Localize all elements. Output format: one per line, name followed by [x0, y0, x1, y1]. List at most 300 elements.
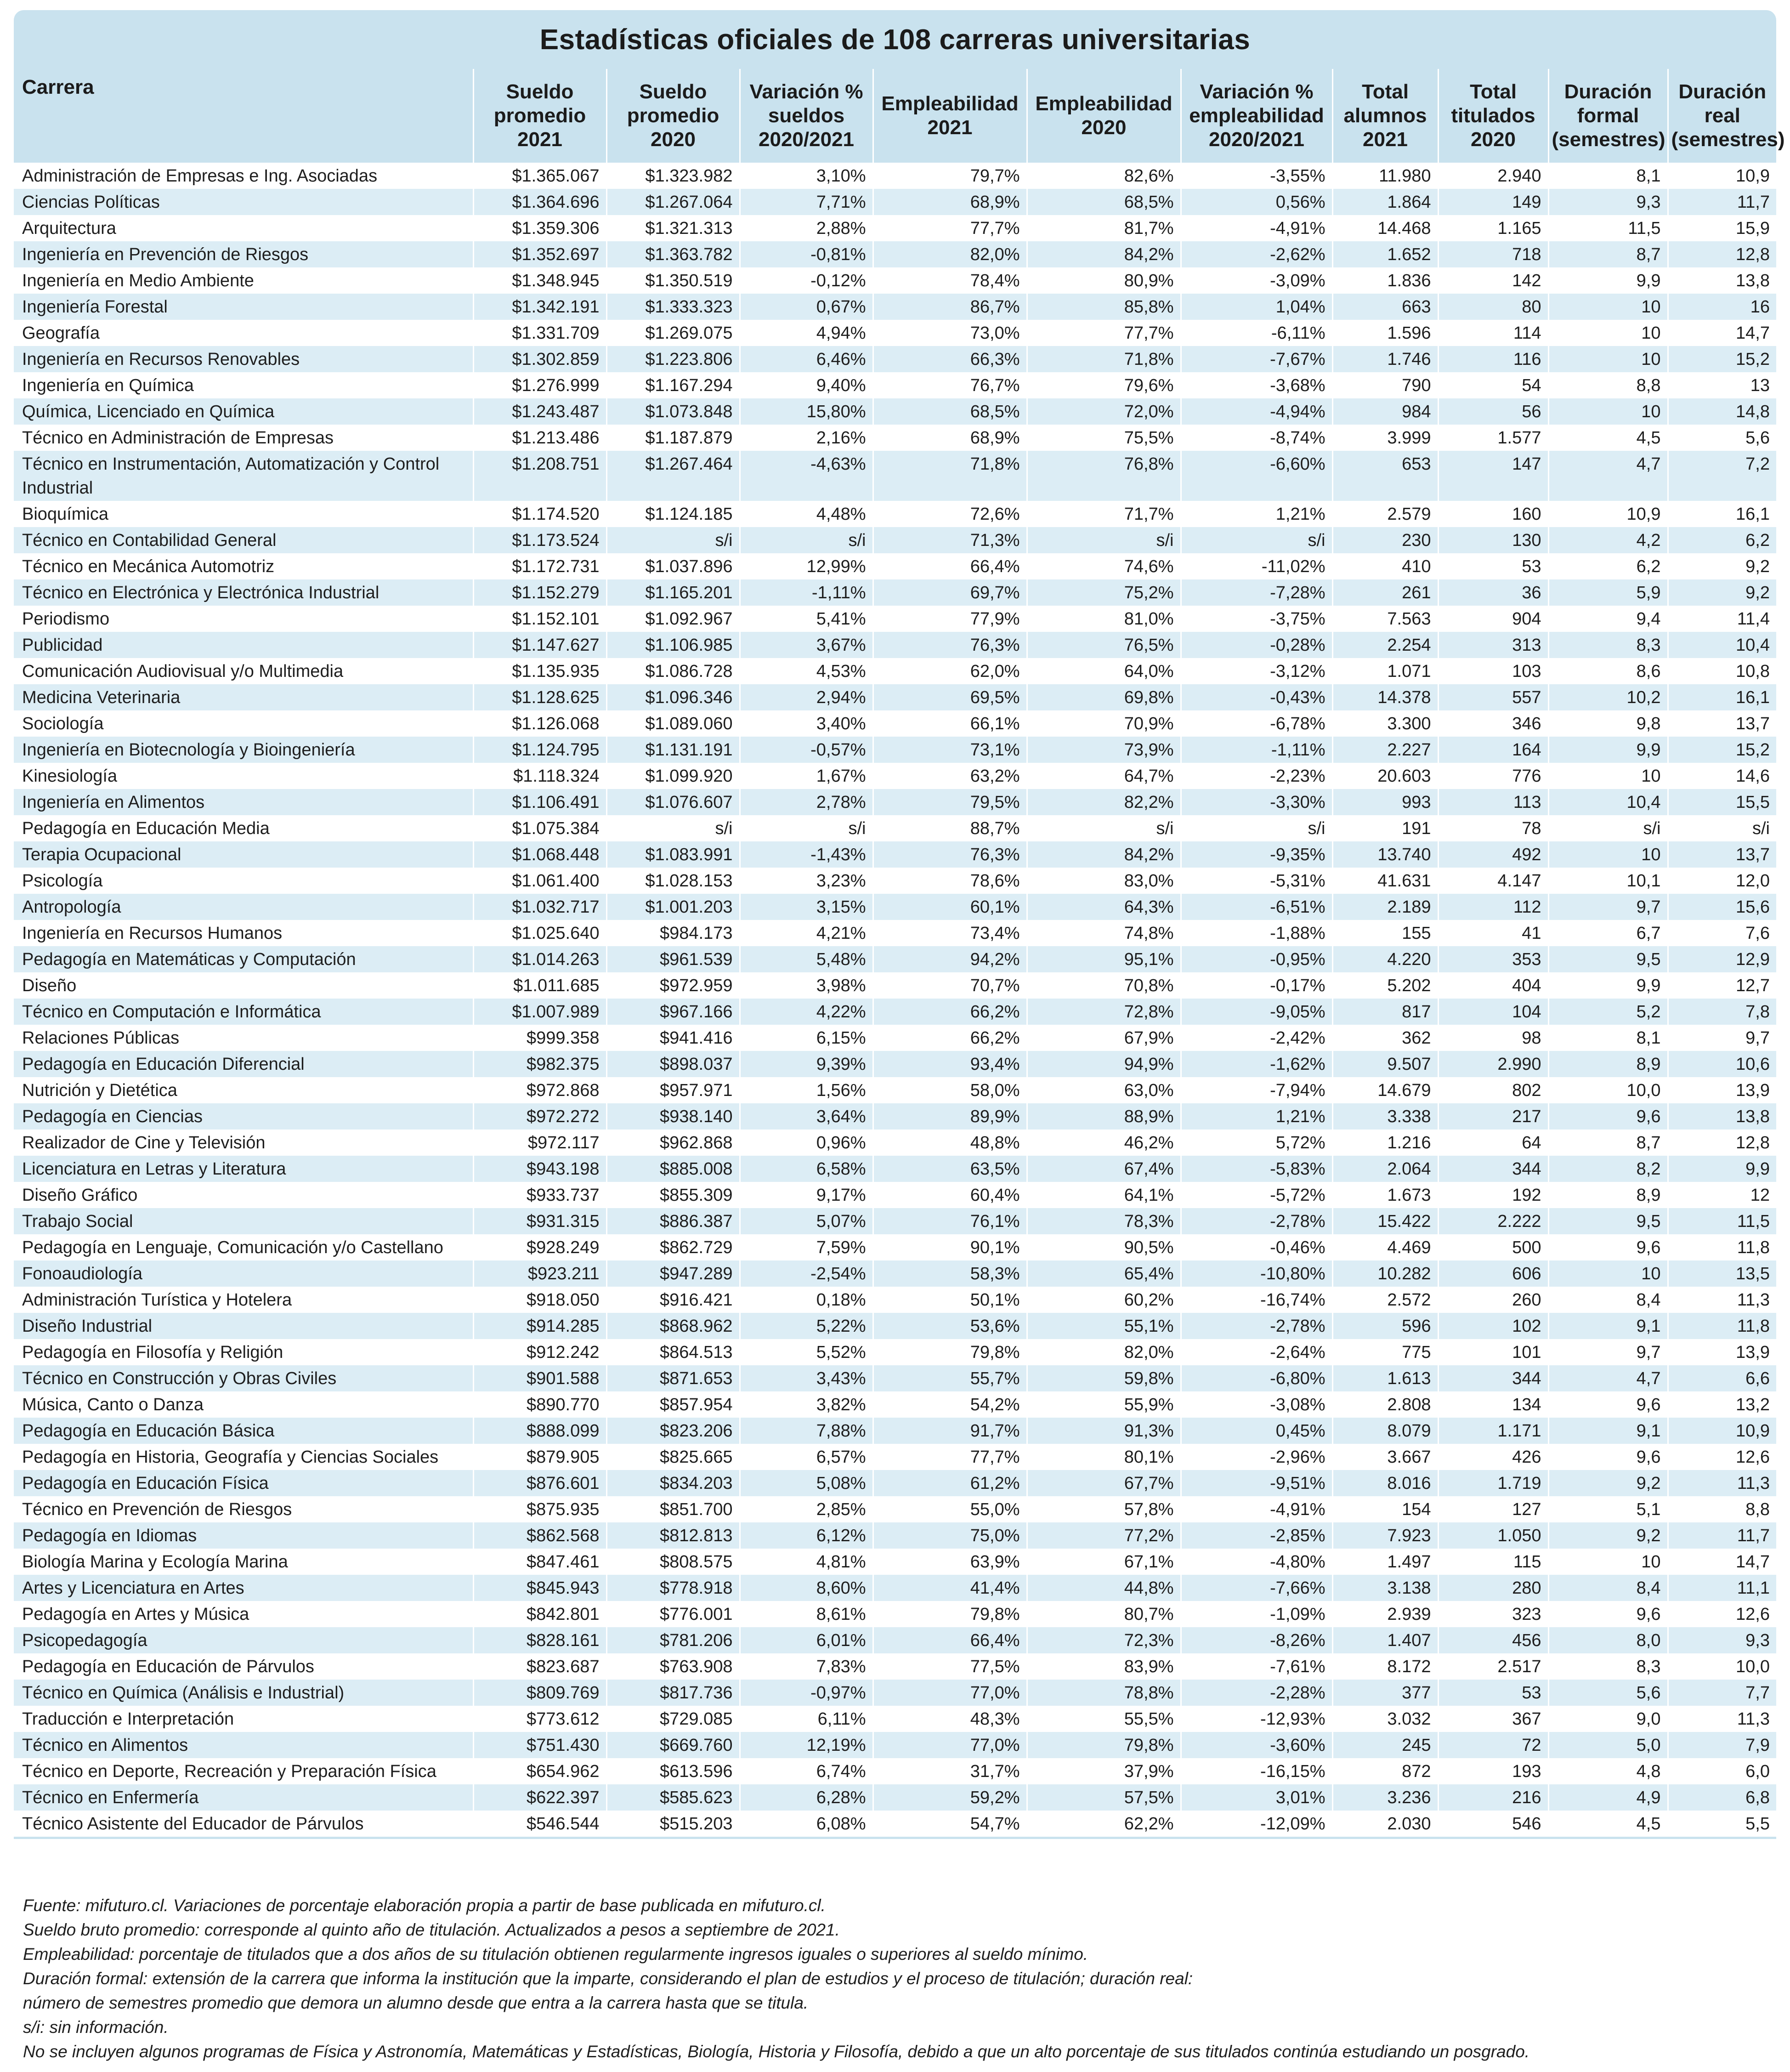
table-row [14, 1077, 1776, 1103]
cell-total-titulados: 2.990 [1438, 1051, 1548, 1077]
cell-sueldo-2020: $515.203 [606, 1811, 740, 1838]
cell-sueldo-2021: $823.687 [473, 1653, 606, 1680]
table-row [14, 189, 1776, 215]
cell-duracion-formal: 8,9 [1548, 1182, 1668, 1208]
cell-carrera: Geografía [14, 320, 473, 346]
cell-total-titulados: 2.517 [1438, 1653, 1548, 1680]
cell-carrera: Artes y Licenciatura en Artes [14, 1575, 473, 1601]
cell-carrera: Publicidad [14, 632, 473, 658]
cell-carrera: Medicina Veterinaria [14, 684, 473, 710]
cell-empleabilidad-2020: 55,9% [1027, 1391, 1181, 1418]
table-row [14, 1103, 1776, 1130]
cell-variacion-empleabilidad: -1,09% [1181, 1601, 1332, 1627]
cell-total-alumnos: 1.613 [1332, 1365, 1438, 1391]
cell-duracion-formal: 10,1 [1548, 868, 1668, 894]
cell-empleabilidad-2021: 66,3% [873, 346, 1027, 372]
table-row [14, 815, 1776, 841]
cell-duracion-formal: 10 [1548, 346, 1668, 372]
cell-duracion-formal: 8,7 [1548, 1130, 1668, 1156]
cell-empleabilidad-2020: 46,2% [1027, 1130, 1181, 1156]
table-row [14, 320, 1776, 346]
cell-empleabilidad-2020: 82,0% [1027, 1339, 1181, 1365]
cell-empleabilidad-2021: 76,1% [873, 1208, 1027, 1234]
cell-empleabilidad-2020: 83,0% [1027, 868, 1181, 894]
cell-variacion-sueldos: 6,58% [740, 1156, 873, 1182]
cell-sueldo-2021: $1.007.989 [473, 999, 606, 1025]
cell-sueldo-2021: $1.152.101 [473, 606, 606, 632]
cell-empleabilidad-2020: 82,2% [1027, 789, 1181, 815]
cell-empleabilidad-2021: 76,3% [873, 841, 1027, 868]
cell-empleabilidad-2021: 62,0% [873, 658, 1027, 684]
table-row [14, 1444, 1776, 1470]
cell-total-alumnos: 596 [1332, 1313, 1438, 1339]
table-row [14, 553, 1776, 579]
cell-sueldo-2021: $933.737 [473, 1182, 606, 1208]
cell-total-titulados: 4.147 [1438, 868, 1548, 894]
cell-empleabilidad-2020: 67,1% [1027, 1549, 1181, 1575]
cell-empleabilidad-2021: 68,9% [873, 425, 1027, 451]
cell-sueldo-2021: $1.014.263 [473, 946, 606, 972]
cell-total-alumnos: 8.016 [1332, 1470, 1438, 1496]
cell-total-alumnos: 1.407 [1332, 1627, 1438, 1653]
cell-duracion-real: 12,6 [1668, 1601, 1776, 1627]
cell-sueldo-2020: $851.700 [606, 1496, 740, 1522]
cell-duracion-formal: 9,9 [1548, 737, 1668, 763]
cell-duracion-formal: 8,3 [1548, 1653, 1668, 1680]
cell-total-alumnos: 261 [1332, 579, 1438, 606]
cell-variacion-empleabilidad: -3,55% [1181, 163, 1332, 189]
cell-empleabilidad-2021: 77,0% [873, 1732, 1027, 1758]
cell-variacion-sueldos: -0,57% [740, 737, 873, 763]
cell-total-alumnos: 653 [1332, 451, 1438, 501]
cell-sueldo-2021: $901.588 [473, 1365, 606, 1391]
table-row [14, 451, 1776, 501]
cell-duracion-formal: 4,7 [1548, 1365, 1668, 1391]
cell-carrera: Ingeniería en Medio Ambiente [14, 267, 473, 294]
cell-variacion-empleabilidad: -7,28% [1181, 579, 1332, 606]
cell-duracion-real: 14,6 [1668, 763, 1776, 789]
cell-variacion-sueldos: 2,85% [740, 1496, 873, 1522]
cell-sueldo-2020: $776.001 [606, 1601, 740, 1627]
cell-carrera: Psicopedagogía [14, 1627, 473, 1653]
cell-variacion-empleabilidad: -6,11% [1181, 320, 1332, 346]
cell-sueldo-2021: $876.601 [473, 1470, 606, 1496]
cell-carrera: Diseño Industrial [14, 1313, 473, 1339]
cell-duracion-formal: 10 [1548, 763, 1668, 789]
footnote-line: No se incluyen algunos programas de Física y Astronomía, Matemáticas y Estadísticas, Biología, Historia y Filosofía, debido a que un alto porcentaje de sus titulados continúa estudiando un posgrado. [23, 2042, 1530, 2061]
header-sueldo-2021: Sueldo promedio 2021 [473, 69, 606, 163]
cell-variacion-empleabilidad: -0,46% [1181, 1234, 1332, 1260]
cell-variacion-sueldos: 6,01% [740, 1627, 873, 1653]
cell-duracion-formal: 9,0 [1548, 1706, 1668, 1732]
cell-duracion-real: 15,9 [1668, 215, 1776, 241]
cell-variacion-sueldos: 2,78% [740, 789, 873, 815]
cell-empleabilidad-2020: 84,2% [1027, 241, 1181, 267]
cell-variacion-empleabilidad: -6,78% [1181, 710, 1332, 737]
cell-duracion-real: 12,9 [1668, 946, 1776, 972]
footnote-line: Empleabilidad: porcentaje de titulados que a dos años de su titulación obtienen regularmente ingresos iguales o superiores al sueldo mínimo. [23, 1945, 1088, 1964]
table-row [14, 894, 1776, 920]
cell-carrera: Periodismo [14, 606, 473, 632]
cell-total-alumnos: 8.172 [1332, 1653, 1438, 1680]
cell-duracion-real: 7,8 [1668, 999, 1776, 1025]
cell-empleabilidad-2020: 67,7% [1027, 1470, 1181, 1496]
cell-carrera: Pedagogía en Educación de Párvulos [14, 1653, 473, 1680]
cell-variacion-empleabilidad: -8,26% [1181, 1627, 1332, 1653]
cell-total-alumnos: 1.497 [1332, 1549, 1438, 1575]
cell-variacion-sueldos: 0,67% [740, 294, 873, 320]
cell-variacion-sueldos: 3,40% [740, 710, 873, 737]
cell-variacion-sueldos: -0,12% [740, 267, 873, 294]
cell-carrera: Nutrición y Dietética [14, 1077, 473, 1103]
cell-total-titulados: 557 [1438, 684, 1548, 710]
cell-total-titulados: 78 [1438, 815, 1548, 841]
cell-sueldo-2020: $938.140 [606, 1103, 740, 1130]
cell-variacion-sueldos: 12,99% [740, 553, 873, 579]
cell-empleabilidad-2020: 73,9% [1027, 737, 1181, 763]
table-row [14, 1732, 1776, 1758]
cell-variacion-sueldos: 5,48% [740, 946, 873, 972]
cell-carrera: Técnico en Mecánica Automotriz [14, 553, 473, 579]
cell-sueldo-2020: $825.665 [606, 1444, 740, 1470]
cell-total-alumnos: 3.300 [1332, 710, 1438, 737]
cell-duracion-formal: 8,3 [1548, 632, 1668, 658]
cell-variacion-empleabilidad: -2,78% [1181, 1208, 1332, 1234]
cell-carrera: Pedagogía en Matemáticas y Computación [14, 946, 473, 972]
cell-duracion-formal: 9,6 [1548, 1103, 1668, 1130]
footnote-line: Fuente: mifuturo.cl. Variaciones de porcentaje elaboración propia a partir de base publicada en mifuturo.cl. [23, 1896, 826, 1915]
cell-carrera: Diseño [14, 972, 473, 999]
cell-variacion-sueldos: 6,15% [740, 1025, 873, 1051]
cell-sueldo-2020: $763.908 [606, 1653, 740, 1680]
cell-variacion-empleabilidad: -2,78% [1181, 1313, 1332, 1339]
cell-duracion-real: 12 [1668, 1182, 1776, 1208]
cell-variacion-empleabilidad: -11,02% [1181, 553, 1332, 579]
cell-variacion-sueldos: 6,11% [740, 1706, 873, 1732]
cell-empleabilidad-2021: 79,8% [873, 1339, 1027, 1365]
cell-duracion-formal: 8,7 [1548, 241, 1668, 267]
cell-duracion-formal: 4,5 [1548, 425, 1668, 451]
cell-duracion-real: 11,4 [1668, 606, 1776, 632]
cell-empleabilidad-2020: 70,8% [1027, 972, 1181, 999]
cell-duracion-formal: 8,8 [1548, 372, 1668, 398]
cell-empleabilidad-2021: 60,4% [873, 1182, 1027, 1208]
cell-empleabilidad-2021: 31,7% [873, 1758, 1027, 1784]
cell-duracion-real: 10,9 [1668, 163, 1776, 189]
cell-sueldo-2021: $1.106.491 [473, 789, 606, 815]
cell-total-alumnos: 1.596 [1332, 320, 1438, 346]
cell-carrera: Técnico en Alimentos [14, 1732, 473, 1758]
cell-empleabilidad-2020: s/i [1027, 815, 1181, 841]
cell-variacion-empleabilidad: -8,74% [1181, 425, 1332, 451]
cell-empleabilidad-2020: 37,9% [1027, 1758, 1181, 1784]
cell-variacion-empleabilidad: -2,96% [1181, 1444, 1332, 1470]
cell-total-titulados: 1.050 [1438, 1522, 1548, 1549]
cell-duracion-real: 13,7 [1668, 841, 1776, 868]
cell-empleabilidad-2020: 67,4% [1027, 1156, 1181, 1182]
cell-empleabilidad-2020: 78,3% [1027, 1208, 1181, 1234]
cell-empleabilidad-2021: 86,7% [873, 294, 1027, 320]
cell-sueldo-2020: $1.028.153 [606, 868, 740, 894]
cell-duracion-formal: 6,2 [1548, 553, 1668, 579]
cell-variacion-empleabilidad: -12,09% [1181, 1811, 1332, 1838]
table-row [14, 1522, 1776, 1549]
cell-total-alumnos: 11.980 [1332, 163, 1438, 189]
cell-sueldo-2021: $1.213.486 [473, 425, 606, 451]
cell-empleabilidad-2021: 41,4% [873, 1575, 1027, 1601]
cell-empleabilidad-2021: 90,1% [873, 1234, 1027, 1260]
cell-total-alumnos: 1.652 [1332, 241, 1438, 267]
cell-total-titulados: 2.222 [1438, 1208, 1548, 1234]
table-row [14, 1365, 1776, 1391]
cell-empleabilidad-2020: 64,3% [1027, 894, 1181, 920]
cell-sueldo-2021: $1.068.448 [473, 841, 606, 868]
cell-sueldo-2021: $546.544 [473, 1811, 606, 1838]
cell-variacion-sueldos: 5,52% [740, 1339, 873, 1365]
cell-empleabilidad-2021: 71,8% [873, 451, 1027, 501]
table-row [14, 346, 1776, 372]
cell-empleabilidad-2021: 75,0% [873, 1522, 1027, 1549]
cell-variacion-sueldos: 6,12% [740, 1522, 873, 1549]
cell-sueldo-2021: $1.359.306 [473, 215, 606, 241]
cell-variacion-sueldos: 9,39% [740, 1051, 873, 1077]
table-row [14, 1784, 1776, 1811]
cell-total-titulados: 80 [1438, 294, 1548, 320]
cell-variacion-sueldos: 6,74% [740, 1758, 873, 1784]
table-row [14, 632, 1776, 658]
cell-sueldo-2021: $1.147.627 [473, 632, 606, 658]
cell-sueldo-2021: $828.161 [473, 1627, 606, 1653]
cell-total-titulados: 802 [1438, 1077, 1548, 1103]
cell-empleabilidad-2021: 73,4% [873, 920, 1027, 946]
cell-empleabilidad-2021: 77,0% [873, 1680, 1027, 1706]
cell-duracion-real: 13,7 [1668, 710, 1776, 737]
cell-total-alumnos: 2.579 [1332, 501, 1438, 527]
cell-empleabilidad-2020: 88,9% [1027, 1103, 1181, 1130]
cell-duracion-real: 7,6 [1668, 920, 1776, 946]
cell-total-alumnos: 872 [1332, 1758, 1438, 1784]
cell-sueldo-2020: $1.083.991 [606, 841, 740, 868]
footnote-line: Duración formal: extensión de la carrera que informa la institución que la imparte, considerando el plan de estudios y el proceso de titulación; duración real: [23, 1969, 1193, 1988]
cell-empleabilidad-2021: 68,5% [873, 398, 1027, 425]
cell-total-titulados: 193 [1438, 1758, 1548, 1784]
cell-empleabilidad-2021: 69,5% [873, 684, 1027, 710]
table-row [14, 1156, 1776, 1182]
cell-carrera: Técnico en Construcción y Obras Civiles [14, 1365, 473, 1391]
cell-sueldo-2020: $729.085 [606, 1706, 740, 1732]
cell-duracion-real: 15,6 [1668, 894, 1776, 920]
cell-sueldo-2020: $778.918 [606, 1575, 740, 1601]
cell-variacion-sueldos: 0,96% [740, 1130, 873, 1156]
cell-empleabilidad-2020: 94,9% [1027, 1051, 1181, 1077]
cell-carrera: Pedagogía en Historia, Geografía y Ciencias Sociales [14, 1444, 473, 1470]
cell-sueldo-2021: $842.801 [473, 1601, 606, 1627]
table-row [14, 1470, 1776, 1496]
cell-variacion-sueldos: 3,10% [740, 163, 873, 189]
cell-empleabilidad-2020: 81,7% [1027, 215, 1181, 241]
cell-carrera: Trabajo Social [14, 1208, 473, 1234]
cell-empleabilidad-2020: 62,2% [1027, 1811, 1181, 1838]
cell-variacion-sueldos: 4,22% [740, 999, 873, 1025]
table-row [14, 920, 1776, 946]
cell-empleabilidad-2020: 59,8% [1027, 1365, 1181, 1391]
cell-carrera: Técnico en Instrumentación, Automatización y Control Industrial [14, 451, 473, 501]
cell-sueldo-2020: $868.962 [606, 1313, 740, 1339]
table-row [14, 1260, 1776, 1287]
cell-duracion-real: 10,0 [1668, 1653, 1776, 1680]
table-row [14, 1758, 1776, 1784]
cell-total-titulados: 1.171 [1438, 1418, 1548, 1444]
cell-empleabilidad-2021: 70,7% [873, 972, 1027, 999]
cell-total-alumnos: 775 [1332, 1339, 1438, 1365]
cell-empleabilidad-2021: 79,5% [873, 789, 1027, 815]
cell-sueldo-2020: $1.323.982 [606, 163, 740, 189]
table-row [14, 763, 1776, 789]
cell-sueldo-2020: $947.289 [606, 1260, 740, 1287]
cell-duracion-real: 15,2 [1668, 346, 1776, 372]
table-row [14, 1339, 1776, 1365]
cell-carrera: Pedagogía en Educación Media [14, 815, 473, 841]
cell-variacion-empleabilidad: -4,80% [1181, 1549, 1332, 1575]
cell-duracion-formal: 8,9 [1548, 1051, 1668, 1077]
cell-duracion-real: 7,7 [1668, 1680, 1776, 1706]
cell-empleabilidad-2021: 55,7% [873, 1365, 1027, 1391]
cell-variacion-empleabilidad: -16,15% [1181, 1758, 1332, 1784]
cell-sueldo-2021: $1.174.520 [473, 501, 606, 527]
cell-variacion-sueldos: 7,59% [740, 1234, 873, 1260]
cell-carrera: Traducción e Interpretación [14, 1706, 473, 1732]
table-row [14, 1287, 1776, 1313]
cell-variacion-empleabilidad: -3,12% [1181, 658, 1332, 684]
cell-empleabilidad-2020: 71,7% [1027, 501, 1181, 527]
table-row [14, 710, 1776, 737]
cell-variacion-empleabilidad: -5,72% [1181, 1182, 1332, 1208]
cell-total-alumnos: 4.469 [1332, 1234, 1438, 1260]
cell-duracion-real: 13,8 [1668, 267, 1776, 294]
cell-total-alumnos: 14.468 [1332, 215, 1438, 241]
cell-variacion-empleabilidad: -9,05% [1181, 999, 1332, 1025]
table-row [14, 737, 1776, 763]
cell-variacion-empleabilidad: -3,09% [1181, 267, 1332, 294]
cell-duracion-formal: 4,5 [1548, 1811, 1668, 1838]
cell-total-alumnos: 3.138 [1332, 1575, 1438, 1601]
cell-variacion-sueldos: -1,43% [740, 841, 873, 868]
cell-total-alumnos: 2.227 [1332, 737, 1438, 763]
cell-empleabilidad-2020: 64,1% [1027, 1182, 1181, 1208]
cell-empleabilidad-2020: 81,0% [1027, 606, 1181, 632]
cell-carrera: Técnico Asistente del Educador de Párvulos [14, 1811, 473, 1838]
page-title: Estadísticas oficiales de 108 carreras universitarias [539, 23, 1251, 56]
table-row [14, 267, 1776, 294]
cell-duracion-formal: 10 [1548, 398, 1668, 425]
table-row [14, 972, 1776, 999]
cell-total-alumnos: 20.603 [1332, 763, 1438, 789]
cell-sueldo-2020: $1.223.806 [606, 346, 740, 372]
cell-duracion-real: 12,8 [1668, 1130, 1776, 1156]
cell-duracion-formal: 5,2 [1548, 999, 1668, 1025]
cell-total-titulados: 102 [1438, 1313, 1548, 1339]
cell-sueldo-2021: $1.364.696 [473, 189, 606, 215]
cell-total-alumnos: 191 [1332, 815, 1438, 841]
cell-total-alumnos: 9.507 [1332, 1051, 1438, 1077]
cell-variacion-empleabilidad: -3,30% [1181, 789, 1332, 815]
cell-duracion-formal: 9,5 [1548, 946, 1668, 972]
cell-sueldo-2021: $879.905 [473, 1444, 606, 1470]
cell-duracion-real: 16,1 [1668, 684, 1776, 710]
cell-carrera: Técnico en Enfermería [14, 1784, 473, 1811]
cell-empleabilidad-2021: 66,4% [873, 553, 1027, 579]
cell-empleabilidad-2020: 82,6% [1027, 163, 1181, 189]
cell-carrera: Ingeniería en Alimentos [14, 789, 473, 815]
cell-variacion-empleabilidad: 0,56% [1181, 189, 1332, 215]
cell-duracion-formal: 9,6 [1548, 1601, 1668, 1627]
cell-sueldo-2020: $834.203 [606, 1470, 740, 1496]
cell-sueldo-2021: $1.025.640 [473, 920, 606, 946]
cell-total-titulados: 114 [1438, 320, 1548, 346]
cell-sueldo-2020: $864.513 [606, 1339, 740, 1365]
cell-empleabilidad-2021: 94,2% [873, 946, 1027, 972]
cell-duracion-real: 5,5 [1668, 1811, 1776, 1838]
cell-carrera: Pedagogía en Filosofía y Religión [14, 1339, 473, 1365]
table-row [14, 1680, 1776, 1706]
cell-empleabilidad-2020: 85,8% [1027, 294, 1181, 320]
header-duracion-formal: Duración formal (semestres) [1548, 69, 1668, 163]
cell-empleabilidad-2020: 80,9% [1027, 267, 1181, 294]
cell-sueldo-2020: $984.173 [606, 920, 740, 946]
cell-sueldo-2021: $931.315 [473, 1208, 606, 1234]
cell-carrera: Ingeniería en Recursos Renovables [14, 346, 473, 372]
cell-duracion-real: 9,3 [1668, 1627, 1776, 1653]
cell-variacion-sueldos: -4,63% [740, 451, 873, 501]
cell-empleabilidad-2021: 77,7% [873, 1444, 1027, 1470]
cell-sueldo-2020: $1.073.848 [606, 398, 740, 425]
cell-duracion-real: 14,7 [1668, 320, 1776, 346]
cell-total-titulados: 217 [1438, 1103, 1548, 1130]
cell-sueldo-2021: $1.331.709 [473, 320, 606, 346]
cell-variacion-empleabilidad: -9,51% [1181, 1470, 1332, 1496]
cell-empleabilidad-2021: 58,3% [873, 1260, 1027, 1287]
cell-total-alumnos: 10.282 [1332, 1260, 1438, 1287]
cell-variacion-empleabilidad: -12,93% [1181, 1706, 1332, 1732]
cell-variacion-sueldos: 6,57% [740, 1444, 873, 1470]
cell-carrera: Psicología [14, 868, 473, 894]
cell-duracion-formal: 8,4 [1548, 1287, 1668, 1313]
cell-empleabilidad-2021: 89,9% [873, 1103, 1027, 1130]
cell-empleabilidad-2021: 78,6% [873, 868, 1027, 894]
cell-total-titulados: 164 [1438, 737, 1548, 763]
cell-duracion-formal: 9,8 [1548, 710, 1668, 737]
cell-duracion-real: 12,8 [1668, 241, 1776, 267]
cell-total-alumnos: 41.631 [1332, 868, 1438, 894]
cell-empleabilidad-2020: 64,7% [1027, 763, 1181, 789]
cell-sueldo-2020: $1.333.323 [606, 294, 740, 320]
table-row [14, 579, 1776, 606]
cell-duracion-real: 12,0 [1668, 868, 1776, 894]
cell-variacion-empleabilidad: -4,91% [1181, 215, 1332, 241]
cell-total-alumnos: 3.032 [1332, 1706, 1438, 1732]
cell-variacion-empleabilidad: -2,85% [1181, 1522, 1332, 1549]
cell-total-titulados: 53 [1438, 1680, 1548, 1706]
cell-variacion-empleabilidad: -16,74% [1181, 1287, 1332, 1313]
cell-duracion-real: s/i [1668, 815, 1776, 841]
cell-total-alumnos: 1.216 [1332, 1130, 1438, 1156]
table-row [14, 789, 1776, 815]
cell-variacion-sueldos: 1,56% [740, 1077, 873, 1103]
cell-sueldo-2020: $962.868 [606, 1130, 740, 1156]
cell-empleabilidad-2021: 55,0% [873, 1496, 1027, 1522]
table-header-row [14, 69, 1776, 163]
cell-empleabilidad-2020: 84,2% [1027, 841, 1181, 868]
